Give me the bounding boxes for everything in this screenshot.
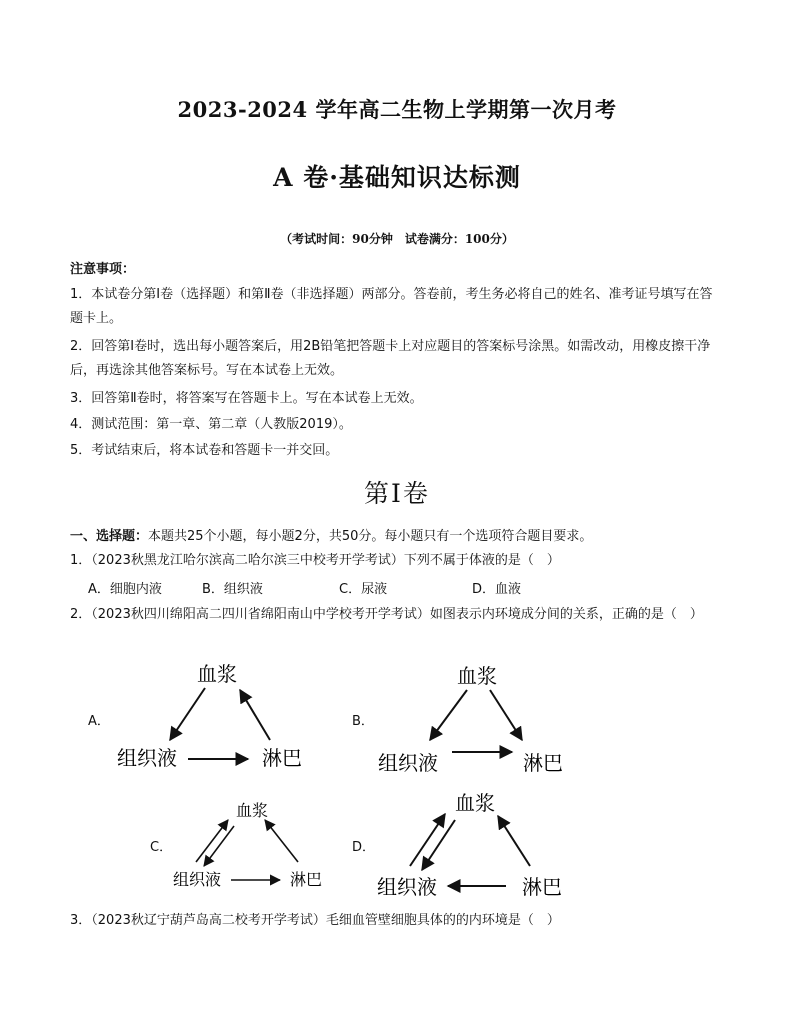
note-1: 1．本试卷分第Ⅰ卷（选择题）和第Ⅱ卷（非选择题）两部分。答卷前，考生务必将自己的姓名、准考证号填写在答题卡上。 [70, 287, 713, 326]
exam-title: 2023-2024 学年高二生物上学期第一次月考 [177, 97, 617, 122]
diagram-c [173, 801, 322, 889]
question-1-option-b: B．组织液 [202, 582, 263, 597]
diagram-b-plasma: 血浆 [457, 664, 497, 688]
notes-title: 注意事项： [70, 262, 136, 277]
diagram-d-arrow-tissue-to-plasma [410, 814, 445, 866]
diagram-d-lymph: 淋巴 [522, 875, 562, 899]
diagram-c-tissue-fluid: 组织液 [173, 870, 222, 889]
question-1-stem: 1．（2023秋黑龙江哈尔滨高二哈尔滨三中校考开学考试）下列不属于体液的是（ ） [70, 553, 560, 568]
question-1-option-d: D．血液 [472, 582, 522, 597]
diagram-a-arrow-plasma-to-tissue [170, 688, 205, 740]
note-5: 5．考试结束后，将本试卷和答题卡一并交回。 [70, 443, 339, 458]
diagram-a [117, 662, 302, 770]
diagram-c-plasma: 血浆 [236, 801, 269, 820]
diagram-a-tissue-fluid: 组织液 [117, 746, 177, 770]
diagram-a-lymph: 淋巴 [262, 746, 302, 770]
question-1-option-c: C．尿液 [339, 582, 388, 597]
question-1-option-a: A．细胞内液 [88, 582, 162, 597]
diagram-c-lymph: 淋巴 [290, 870, 323, 889]
question-3-stem: 3．（2023秋辽宁葫芦岛高二校考开学考试）毛细血管壁细胞具体的的内环境是（ ） [70, 913, 560, 928]
diagram-d-tissue-fluid: 组织液 [377, 875, 437, 899]
question-2-option-b-label: B． [352, 714, 374, 729]
diagram-b-tissue-fluid: 组织液 [378, 751, 438, 775]
question-2-option-d-label: D． [352, 840, 376, 855]
diagram-a-plasma: 血浆 [197, 662, 237, 686]
instructions-label: 一、选择题： [70, 529, 149, 544]
section-title: 第Ⅰ卷 [364, 479, 430, 508]
diagram-d-arrow-plasma-to-tissue [422, 820, 455, 870]
instructions-text: 本题共25个小题，每小题2分，共50分。每小题只有一个选项符合题目要求。 [148, 529, 593, 544]
diagram-c-arrow-lymph-to-plasma [265, 820, 298, 862]
diagram-d-arrow-lymph-to-plasma [498, 816, 530, 866]
question-2-option-a-label: A． [88, 714, 110, 729]
diagram-b [378, 664, 563, 775]
note-4: 4．测试范围：第一章、第二章（人教版2019）。 [70, 417, 352, 432]
diagram-b-lymph: 淋巴 [523, 751, 563, 775]
note-3: 3．回答第Ⅱ卷时，将答案写在答题卡上。写在本试卷上无效。 [70, 391, 423, 406]
diagram-b-arrow-plasma-to-lymph [490, 690, 522, 740]
diagram-a-arrow-lymph-to-plasma [240, 690, 270, 740]
diagram-d-plasma: 血浆 [455, 791, 495, 815]
exam-info: （考试时间：90分钟 试卷满分：100分） [280, 232, 514, 246]
exam-subtitle: A 卷·基础知识达标测 [273, 163, 521, 192]
diagram-b-arrow-plasma-to-tissue [430, 690, 467, 740]
question-2-stem: 2．（2023秋四川绵阳高二四川省绵阳南山中学校考开学考试）如图表示内环境成分间的关系，正确的是（ ） [70, 607, 703, 622]
question-2-option-c-label: C． [150, 840, 173, 855]
diagram-d [377, 791, 562, 899]
note-2: 2．回答第Ⅰ卷时，选出每小题答案后，用2B铅笔把答题卡上对应题目的答案标号涂黑。如需改动，用橡皮擦干净后，再选涂其他答案标号。写在本试卷上无效。 [70, 339, 711, 378]
